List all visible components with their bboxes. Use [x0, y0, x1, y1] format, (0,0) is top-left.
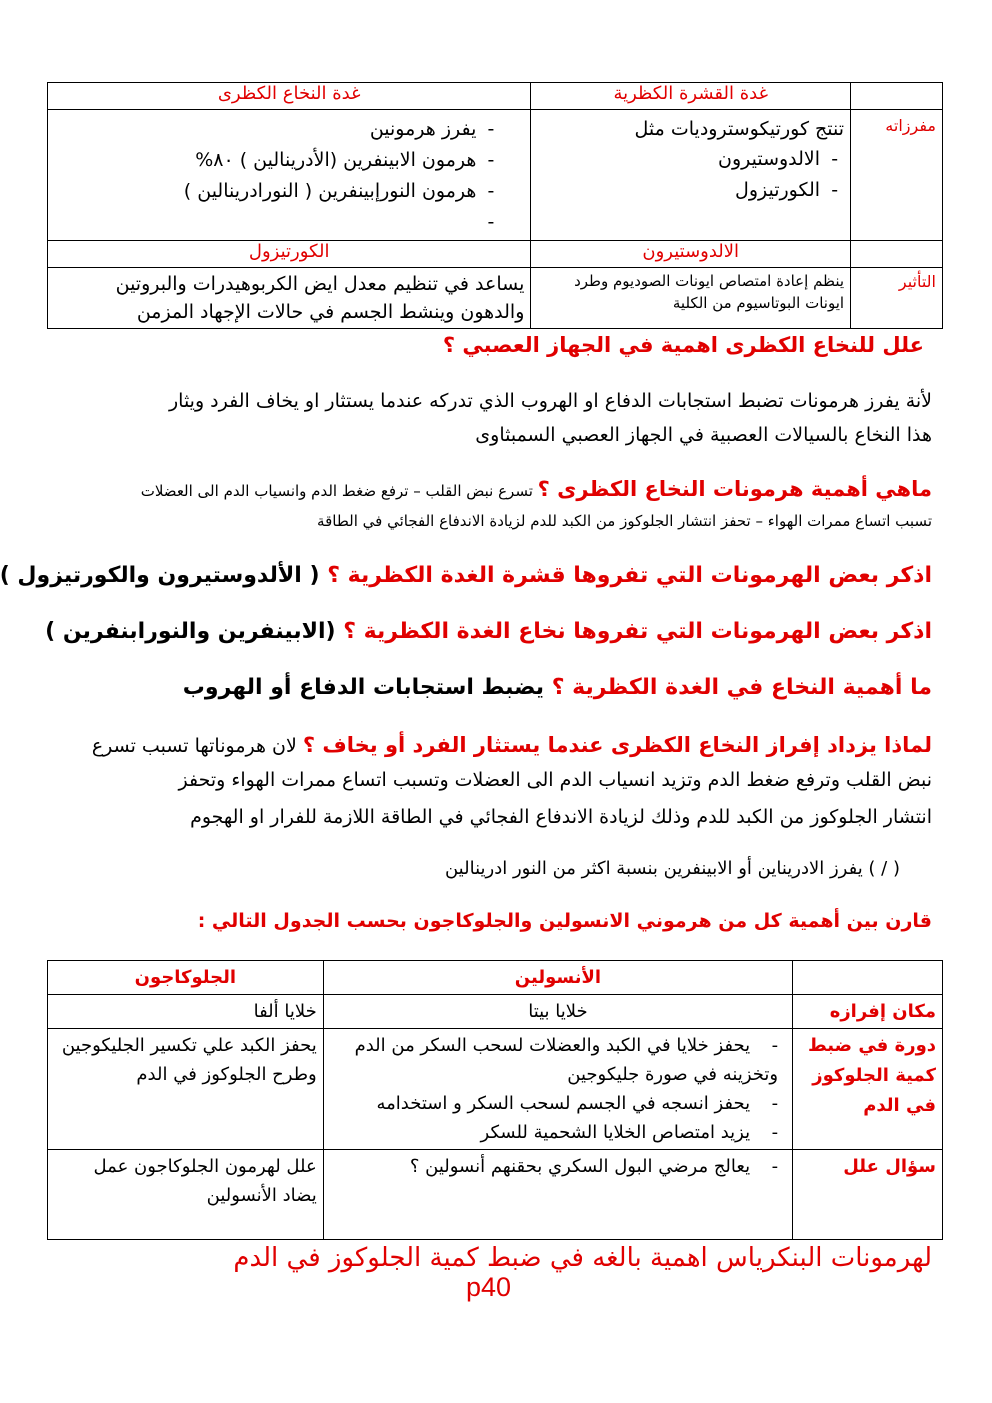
- insulin-role-item: - يحفز خلايا في الكبد والعضلات لسحب السكر من الدم وتخزينه في صورة جليكوجين: [330, 1031, 778, 1089]
- insulin-role-item: - يحفز انسجه في الجسم لسحب السكر و استخدامه: [330, 1089, 778, 1118]
- corner-cell: [851, 83, 943, 110]
- corner-cell: [793, 961, 943, 995]
- question-5-block: [183, 675, 932, 700]
- answer-3: ( الألدوستيرون والكورتيزول ): [0, 563, 320, 588]
- answer-6-line-2: نبض القلب وترفع ضغط الدم وتزيد انسياب الدم الى العضلات وتسبب اتساع ممرات الهواء وتحفز: [178, 769, 932, 791]
- answer-1-line-2: هذا النخاع بالسيالات العصبية في الجهاز العصبي السمبثاوى: [475, 424, 932, 446]
- glucagon-role: يحفز الكبد علي تكسير الجليكوجين وطرح الجلوكوز في الدم: [48, 1029, 324, 1150]
- question-3-block: [0, 563, 932, 588]
- answer-6-line-1: لان هرموناتها تسبب تسرع: [91, 735, 297, 757]
- question-3: اذكر بعض الهرمونات التي تفروها قشرة الغدة الكظرية ؟: [327, 563, 932, 588]
- answer-2-line-1: تسرع نبض القلب – ترفع ضغط الدم وانسياب الدم الى العضلات: [140, 482, 533, 500]
- insulin-why-list: [330, 1152, 778, 1181]
- cortex-item-cortisol: - الكورتيزول: [537, 175, 844, 206]
- header-cortex: غدة القشرة الكظرية: [531, 83, 851, 110]
- cortex-item-aldosterone: - الالدوستيرون: [537, 144, 844, 175]
- cortex-intro: تنتج كورتيكوستروديات مثل: [634, 118, 845, 140]
- row-label-why: سؤال علل: [793, 1150, 943, 1240]
- question-1: علل للنخاع الكظرى اهمية في الجهاز العصبي ؟: [442, 333, 924, 357]
- medulla-list: [54, 114, 494, 238]
- question-4: اذكر بعض الهرمونات التي تفروها نخاع الغدة الكظرية ؟: [343, 619, 932, 644]
- subheader-aldosterone: الالدوستيرون: [531, 241, 851, 268]
- aldosterone-effect: ينظم إعادة امتصاص ايونات الصوديوم وطرد ايونات البوتاسيوم من الكلية: [531, 268, 851, 329]
- conclusion: لهرمونات البنكرياس اهمية بالغه في ضبط كمية الجلوكوز في الدم: [233, 1243, 932, 1273]
- medulla-item: - هرمون الابينفرين (الأدرينالين ) ٨٠%: [54, 145, 494, 176]
- header-medulla: غدة النخاع الكظرى: [48, 83, 531, 110]
- medulla-item: [54, 207, 494, 238]
- subheader-cortisol: الكورتيزول: [48, 241, 531, 268]
- question-6: لماذا يزداد إفراز النخاع الكظرى عندما يستثار الفرد أو يخاف ؟: [302, 733, 932, 757]
- insulin-why: [323, 1150, 792, 1240]
- medulla-secretions: [48, 110, 531, 241]
- answer-2-line-2: تسبب اتساع ممرات الهواء – تحفز انتشار الجلوكوز من الكبد للدم لزيادة الاندفاع الفجائي في الطاقة: [317, 512, 932, 530]
- insulin-why-item: - يعالج مرضي البول السكري بحقنهم أنسولين ؟: [330, 1152, 778, 1181]
- empty-cell: [851, 241, 943, 268]
- note-line: ( / ) يفرز الادريناين أو الابينفرين بنسبة اكثر من النور ادرينالين: [444, 858, 900, 879]
- adrenal-table: [47, 82, 943, 329]
- question-7: قارن بين أهمية كل من هرموني الانسولين والجلوكاجون بحسب الجدول التالي :: [197, 910, 932, 932]
- answer-4: (الابينفرين والنورابنفرين ): [45, 619, 336, 644]
- cortex-secretions: [531, 110, 851, 241]
- question-6-block: [92, 733, 932, 757]
- question-4-block: [45, 619, 932, 644]
- answer-5: يضبط استجابات الدفاع أو الهروب: [182, 675, 545, 700]
- answer-6-line-3: انتشار الجلوكوز من الكبد للدم وذلك لزيادة الاندفاع الفجائي في الطاقة اللازمة للفرار او الهجوم: [190, 806, 932, 828]
- cortisol-effect: يساعد في تنظيم معدل ايض الكربوهيدرات والبروتين والدهون وينشط الجسم في حالات الإجهاد المزمن: [48, 268, 531, 329]
- insulin-role-item: - يزيد امتصاص الخلايا الشحمية للسكر: [330, 1118, 778, 1147]
- page-number: p40: [466, 1272, 512, 1302]
- medulla-item: - يفرز هرمونين: [54, 114, 494, 145]
- cortex-list: [537, 144, 844, 206]
- insulin-place: خلايا بيتا: [323, 995, 792, 1029]
- answer-1-line-1: لأنة يفرز هرمونات تضبط استجابات الدفاع او الهروب الذي تدركه عندما يستثار او يخاف الفرد ويثار: [168, 390, 932, 412]
- medulla-item: - هرمون النورإبينفرين ( النورادرينالين ): [54, 176, 494, 207]
- question-2: ماهي أهمية هرمونات النخاع الكظرى ؟: [537, 477, 932, 501]
- insulin-glucagon-table: [47, 960, 943, 1240]
- header-insulin: الأنسولين: [323, 961, 792, 995]
- glucagon-why: علل لهرمون الجلوكاجون عمل يضاد الأنسولين: [48, 1150, 324, 1240]
- question-2-block: [141, 477, 932, 501]
- header-glucagon: الجلوكاجون: [48, 961, 324, 995]
- row-label-effect: التأثير: [851, 268, 943, 329]
- row-label-role: دورة في ضبط كمية الجلوكوز في الدم: [793, 1029, 943, 1150]
- insulin-role: [323, 1029, 792, 1150]
- question-5: ما أهمية النخاع في الغدة الكظرية ؟: [551, 675, 932, 700]
- row-label-place: مكان إفرازه: [793, 995, 943, 1029]
- insulin-role-list: [330, 1031, 778, 1147]
- glucagon-place: خلايا ألفا: [48, 995, 324, 1029]
- row-label-secretions: مفرزاته: [851, 110, 943, 241]
